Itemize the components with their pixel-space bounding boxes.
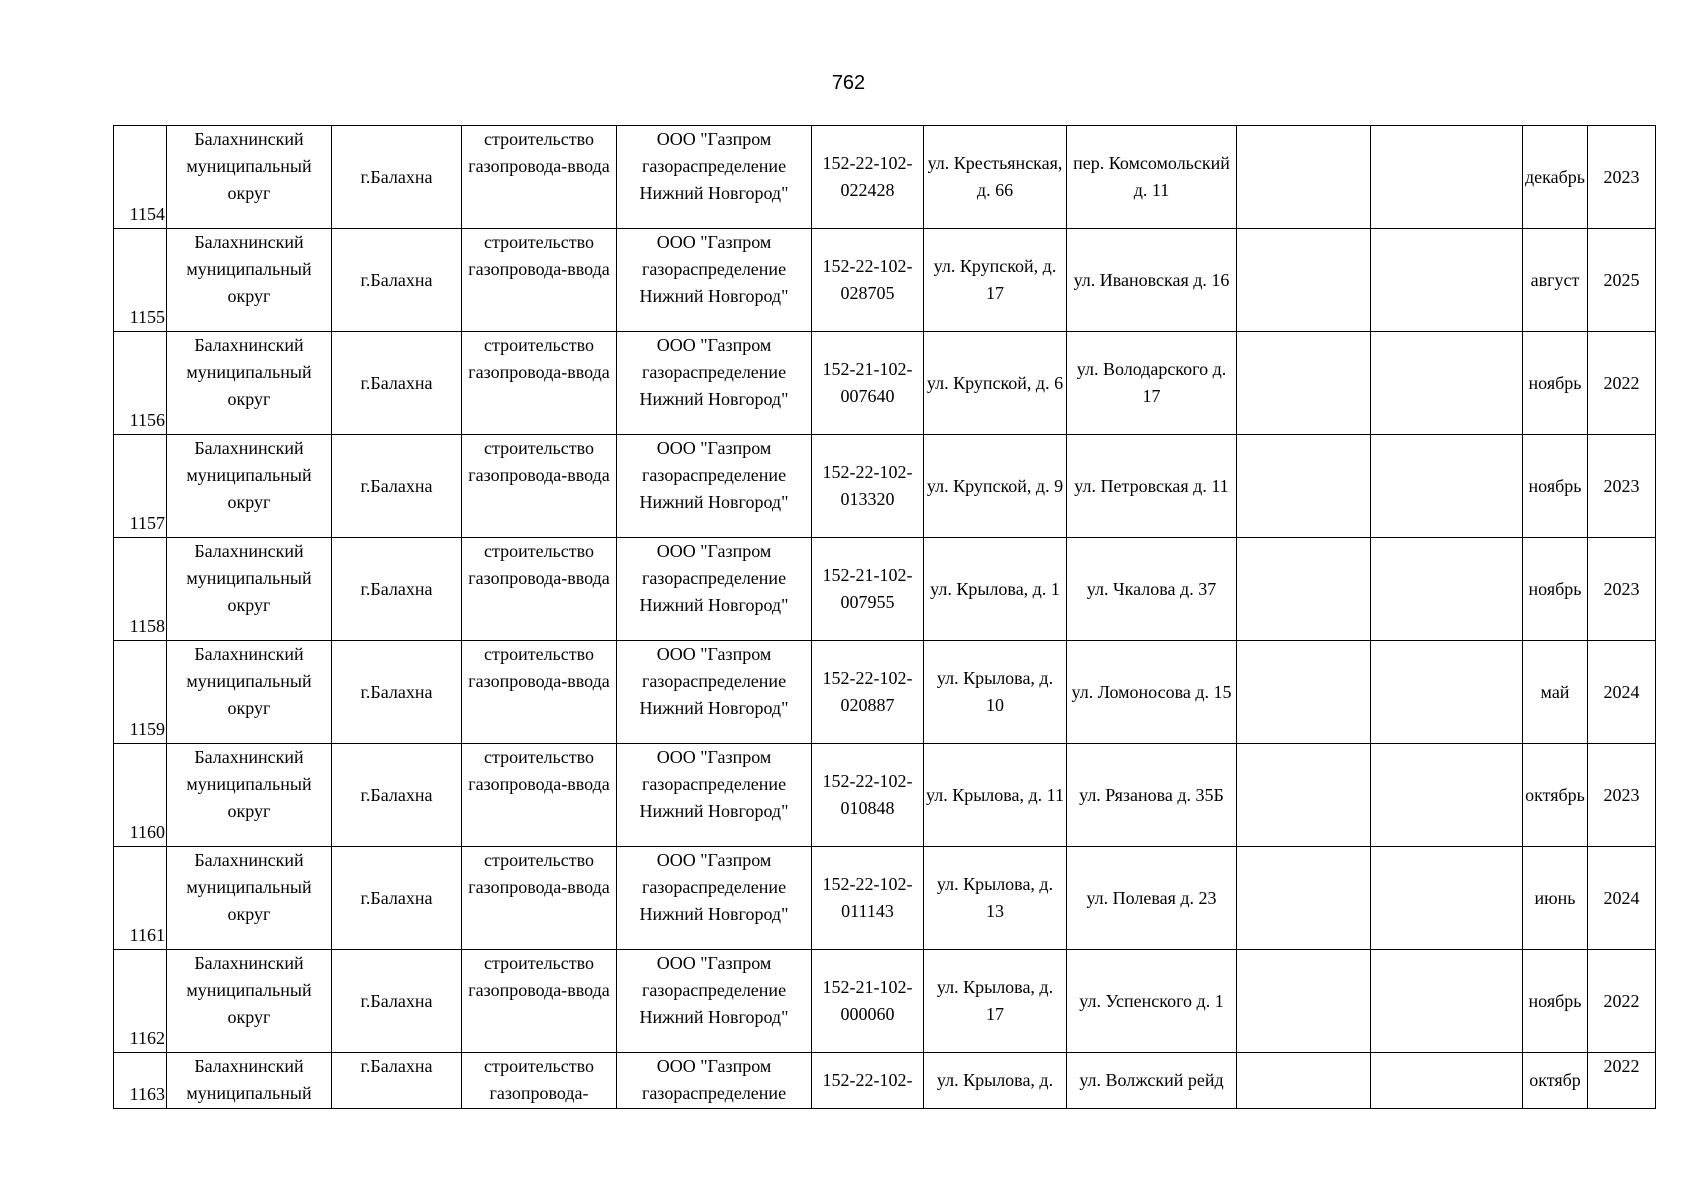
address-from-cell: ул. Крылова, д. 13 — [924, 847, 1067, 950]
organization-cell: ООО "Газпром газораспределение Нижний Новгород" — [617, 950, 812, 1053]
row-number: 1156 — [114, 332, 167, 435]
year-cell: 2022 — [1588, 1053, 1656, 1109]
month-cell: декабрь — [1523, 126, 1588, 229]
work-type-cell: строительство газопровода-ввода — [462, 126, 617, 229]
address-from-cell: ул. Крупской, д. 17 — [924, 229, 1067, 332]
table-row — [114, 126, 1656, 229]
address-from-cell: ул. Крылова, д. 17 — [924, 950, 1067, 1053]
row-number: 1162 — [114, 950, 167, 1053]
address-from-cell: ул. Крылова, д. 10 — [924, 641, 1067, 744]
organization-cell: ООО "Газпром газораспределение Нижний Новгород" — [617, 435, 812, 538]
table-row — [114, 435, 1656, 538]
month-cell: июнь — [1523, 847, 1588, 950]
year-cell: 2024 — [1588, 641, 1656, 744]
district-cell: Балахнинский муниципальный округ — [167, 538, 332, 641]
address-to-cell: пер. Комсомольский д. 11 — [1067, 126, 1237, 229]
empty-cell — [1237, 1053, 1371, 1109]
object-code-cell: 152-22-102-028705 — [812, 229, 924, 332]
address-from-cell: ул. Крылова, д. — [924, 1053, 1067, 1109]
year-cell: 2022 — [1588, 332, 1656, 435]
month-cell: октябрь — [1523, 744, 1588, 847]
district-cell: Балахнинский муниципальный — [167, 1053, 332, 1109]
empty-cell — [1237, 126, 1371, 229]
address-from-cell: ул. Крупской, д. 6 — [924, 332, 1067, 435]
empty-cell — [1237, 229, 1371, 332]
object-code-cell: 152-22-102-010848 — [812, 744, 924, 847]
work-type-cell: строительство газопровода-ввода — [462, 950, 617, 1053]
work-type-cell: строительство газопровода-ввода — [462, 744, 617, 847]
work-type-cell: строительство газопровода-ввода — [462, 229, 617, 332]
row-number: 1154 — [114, 126, 167, 229]
district-cell: Балахнинский муниципальный округ — [167, 332, 332, 435]
organization-cell: ООО "Газпром газораспределение Нижний Новгород" — [617, 847, 812, 950]
year-cell: 2022 — [1588, 950, 1656, 1053]
year-cell: 2023 — [1588, 538, 1656, 641]
city-cell: г.Балахна — [332, 126, 462, 229]
year-cell: 2024 — [1588, 847, 1656, 950]
city-cell: г.Балахна — [332, 1053, 462, 1109]
district-cell: Балахнинский муниципальный округ — [167, 950, 332, 1053]
district-cell: Балахнинский муниципальный округ — [167, 744, 332, 847]
empty-cell — [1237, 641, 1371, 744]
city-cell: г.Балахна — [332, 229, 462, 332]
address-to-cell: ул. Ивановская д. 16 — [1067, 229, 1237, 332]
address-from-cell: ул. Крестьянская, д. 66 — [924, 126, 1067, 229]
row-number: 1163 — [114, 1053, 167, 1109]
address-to-cell: ул. Волжский рейд — [1067, 1053, 1237, 1109]
empty-cell — [1371, 229, 1523, 332]
year-cell: 2023 — [1588, 744, 1656, 847]
district-cell: Балахнинский муниципальный округ — [167, 126, 332, 229]
table-row — [114, 847, 1656, 950]
table-row — [114, 641, 1656, 744]
organization-cell: ООО "Газпром газораспределение Нижний Новгород" — [617, 126, 812, 229]
empty-cell — [1237, 744, 1371, 847]
month-cell: ноябрь — [1523, 435, 1588, 538]
page-number: 762 — [831, 72, 866, 94]
row-number: 1159 — [114, 641, 167, 744]
empty-cell — [1371, 847, 1523, 950]
month-cell: август — [1523, 229, 1588, 332]
empty-cell — [1371, 950, 1523, 1053]
table-row — [114, 332, 1656, 435]
address-from-cell: ул. Крылова, д. 11 — [924, 744, 1067, 847]
table-row — [114, 538, 1656, 641]
table-row — [114, 950, 1656, 1053]
month-cell: ноябрь — [1523, 538, 1588, 641]
work-type-cell: строительство газопровода-ввода — [462, 435, 617, 538]
object-code-cell: 152-21-102-007955 — [812, 538, 924, 641]
row-number: 1155 — [114, 229, 167, 332]
work-type-cell: строительство газопровода-ввода — [462, 641, 617, 744]
work-type-cell: строительство газопровода-ввода — [462, 538, 617, 641]
object-code-cell: 152-22-102- — [812, 1053, 924, 1109]
district-cell: Балахнинский муниципальный округ — [167, 229, 332, 332]
month-cell: октябр — [1523, 1053, 1588, 1109]
address-from-cell: ул. Крылова, д. 1 — [924, 538, 1067, 641]
empty-cell — [1371, 435, 1523, 538]
object-code-cell: 152-22-102-022428 — [812, 126, 924, 229]
object-code-cell: 152-22-102-013320 — [812, 435, 924, 538]
empty-cell — [1237, 332, 1371, 435]
empty-cell — [1371, 538, 1523, 641]
address-to-cell: ул. Володарского д. 17 — [1067, 332, 1237, 435]
city-cell: г.Балахна — [332, 744, 462, 847]
organization-cell: ООО "Газпром газораспределение Нижний Новгород" — [617, 744, 812, 847]
row-number: 1160 — [114, 744, 167, 847]
year-cell: 2023 — [1588, 126, 1656, 229]
district-cell: Балахнинский муниципальный округ — [167, 435, 332, 538]
address-to-cell: ул. Успенского д. 1 — [1067, 950, 1237, 1053]
district-cell: Балахнинский муниципальный округ — [167, 847, 332, 950]
district-cell: Балахнинский муниципальный округ — [167, 641, 332, 744]
empty-cell — [1371, 1053, 1523, 1109]
row-number: 1157 — [114, 435, 167, 538]
work-type-cell: строительство газопровода-ввода — [462, 332, 617, 435]
object-code-cell: 152-21-102-000060 — [812, 950, 924, 1053]
work-type-cell: строительство газопровода- — [462, 1053, 617, 1109]
object-code-cell: 152-21-102-007640 — [812, 332, 924, 435]
city-cell: г.Балахна — [332, 641, 462, 744]
work-type-cell: строительство газопровода-ввода — [462, 847, 617, 950]
table-body — [114, 126, 1656, 1109]
organization-cell: ООО "Газпром газораспределение Нижний Новгород" — [617, 641, 812, 744]
organization-cell: ООО "Газпром газораспределение — [617, 1053, 812, 1109]
organization-cell: ООО "Газпром газораспределение Нижний Новгород" — [617, 229, 812, 332]
city-cell: г.Балахна — [332, 332, 462, 435]
organization-cell: ООО "Газпром газораспределение Нижний Новгород" — [617, 332, 812, 435]
object-code-cell: 152-22-102-011143 — [812, 847, 924, 950]
empty-cell — [1371, 332, 1523, 435]
empty-cell — [1371, 126, 1523, 229]
empty-cell — [1371, 641, 1523, 744]
organization-cell: ООО "Газпром газораспределение Нижний Новгород" — [617, 538, 812, 641]
empty-cell — [1237, 950, 1371, 1053]
month-cell: ноябрь — [1523, 950, 1588, 1053]
month-cell: ноябрь — [1523, 332, 1588, 435]
year-cell: 2023 — [1588, 435, 1656, 538]
row-number: 1161 — [114, 847, 167, 950]
month-cell: май — [1523, 641, 1588, 744]
table-row — [114, 1053, 1656, 1109]
address-to-cell: ул. Рязанова д. 35Б — [1067, 744, 1237, 847]
year-cell: 2025 — [1588, 229, 1656, 332]
address-to-cell: ул. Ломоносова д. 15 — [1067, 641, 1237, 744]
city-cell: г.Балахна — [332, 950, 462, 1053]
city-cell: г.Балахна — [332, 847, 462, 950]
table-row — [114, 229, 1656, 332]
address-to-cell: ул. Петровская д. 11 — [1067, 435, 1237, 538]
object-code-cell: 152-22-102-020887 — [812, 641, 924, 744]
table-row — [114, 744, 1656, 847]
address-to-cell: ул. Чкалова д. 37 — [1067, 538, 1237, 641]
address-from-cell: ул. Крупской, д. 9 — [924, 435, 1067, 538]
city-cell: г.Балахна — [332, 435, 462, 538]
city-cell: г.Балахна — [332, 538, 462, 641]
row-number: 1158 — [114, 538, 167, 641]
register-table — [113, 125, 1656, 1109]
empty-cell — [1237, 847, 1371, 950]
empty-cell — [1237, 538, 1371, 641]
empty-cell — [1237, 435, 1371, 538]
empty-cell — [1371, 744, 1523, 847]
address-to-cell: ул. Полевая д. 23 — [1067, 847, 1237, 950]
